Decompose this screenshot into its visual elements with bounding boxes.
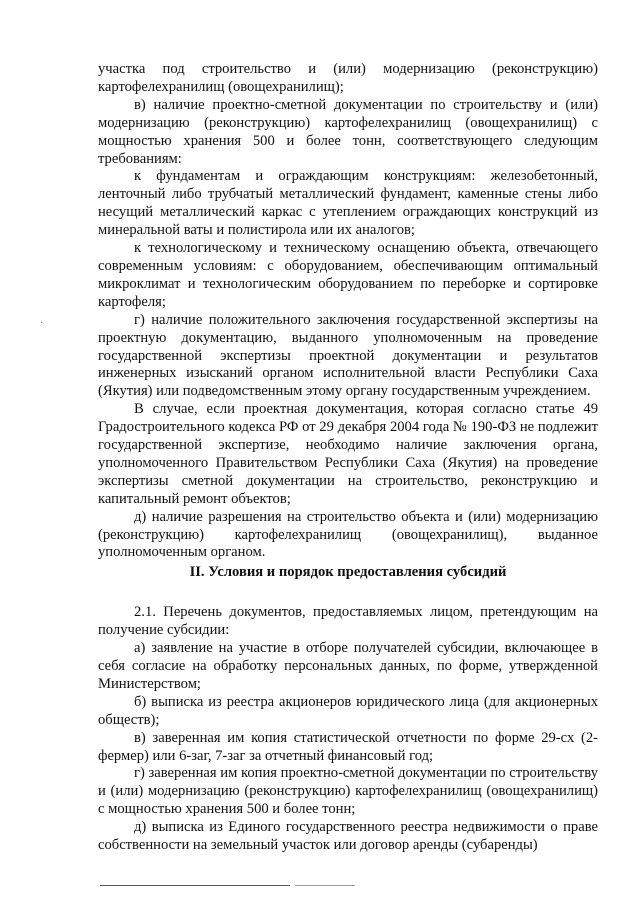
paragraph: д) выписка из Единого государственного реестра недвижимости о праве собственности на земельный участок или договор аренды (субаренды) [98, 819, 598, 854]
paragraph: в) заверенная им копия статистической отчетности по форме 29-сх (2-фермер) или 6-заг, 7-заг за отчетный финансовый год; [98, 729, 598, 764]
paragraph: к фундаментам и ограждающим конструкциям: железобетонный, ленточный либо трубчатый металлический фундамент, каменные стены либо несущий металлический каркас с утеплением ограждающих конструкций из минеральной ваты и полистирола или их аналогов; [98, 168, 598, 239]
paragraph: д) наличие разрешения на строительство объекта и (или) модернизацию (реконструкцию) картофелехранилищ (овощехранилищ), выданное уполномоченным органом. [98, 508, 598, 561]
footer-scan-line [295, 885, 355, 886]
paragraph: в) наличие проектно-сметной документации по строительству и (или) модернизацию (реконструкцию) картофелехранилищ (овощехранилищ) с мощностью хранения 500 и более тонн, соответствующего следующим требованиям: [98, 96, 598, 167]
paragraph: а) заявление на участие в отборе получателей субсидии, включающее в себя согласие на обработку персональных данных, по форме, утвержденной Министерством; [98, 640, 598, 692]
paragraph: г) заверенная им копия проектно-сметной документации по строительству и (или) модернизацию (реконструкцию) картофелехранилищ (овощехранилищ) с мощностью хранения 500 и более тонн; [98, 765, 598, 818]
paragraph: участка под строительство и (или) модернизацию (реконструкцию) картофелехранилищ (овощехранилищ); [98, 61, 598, 95]
paragraphs-before [98, 61, 598, 562]
paragraph: 2.1. Перечень документов, предоставляемых лицом, претендующим на получение субсидии: [98, 604, 598, 639]
paragraph: к технологическому и техническому оснащению объекта, отвечающего современным условиям: с оборудованием, обеспечивающим оптимальный микроклимат и технологическим оборудованием по переборке и сортировке картофеля; [98, 240, 598, 310]
document-page [98, 61, 598, 855]
paragraph: г) наличие положительного заключения государственной экспертизы на проектную документацию, выданного уполномоченным на проведение государственной экспертизы проектной документации и результатов инженерных изысканий органом исполнительной власти Республики Саха (Якутия) или подведомственным этому органу государственным учреждением. [98, 311, 598, 400]
paragraph: б) выписка из реестра акционеров юридического лица (для акционерных обществ); [98, 693, 598, 728]
margin-scan-mark: · [40, 318, 44, 329]
paragraphs-after [98, 604, 598, 855]
footer-scan-line [100, 885, 290, 886]
paragraph: В случае, если проектная документация, которая согласно статье 49 Градостроительного кодекса РФ от 29 декабря 2004 года № 190-ФЗ не подлежит государственной экспертизе, необходимо наличие заключения органа, уполномоченного Правительством Республики Саха (Якутия) на проведение экспертизы сметной документации на строительство, реконструкцию и капитальный ремонт объектов; [98, 401, 598, 507]
section-heading: II. Условия и порядок предоставления субсидий [189, 564, 507, 581]
